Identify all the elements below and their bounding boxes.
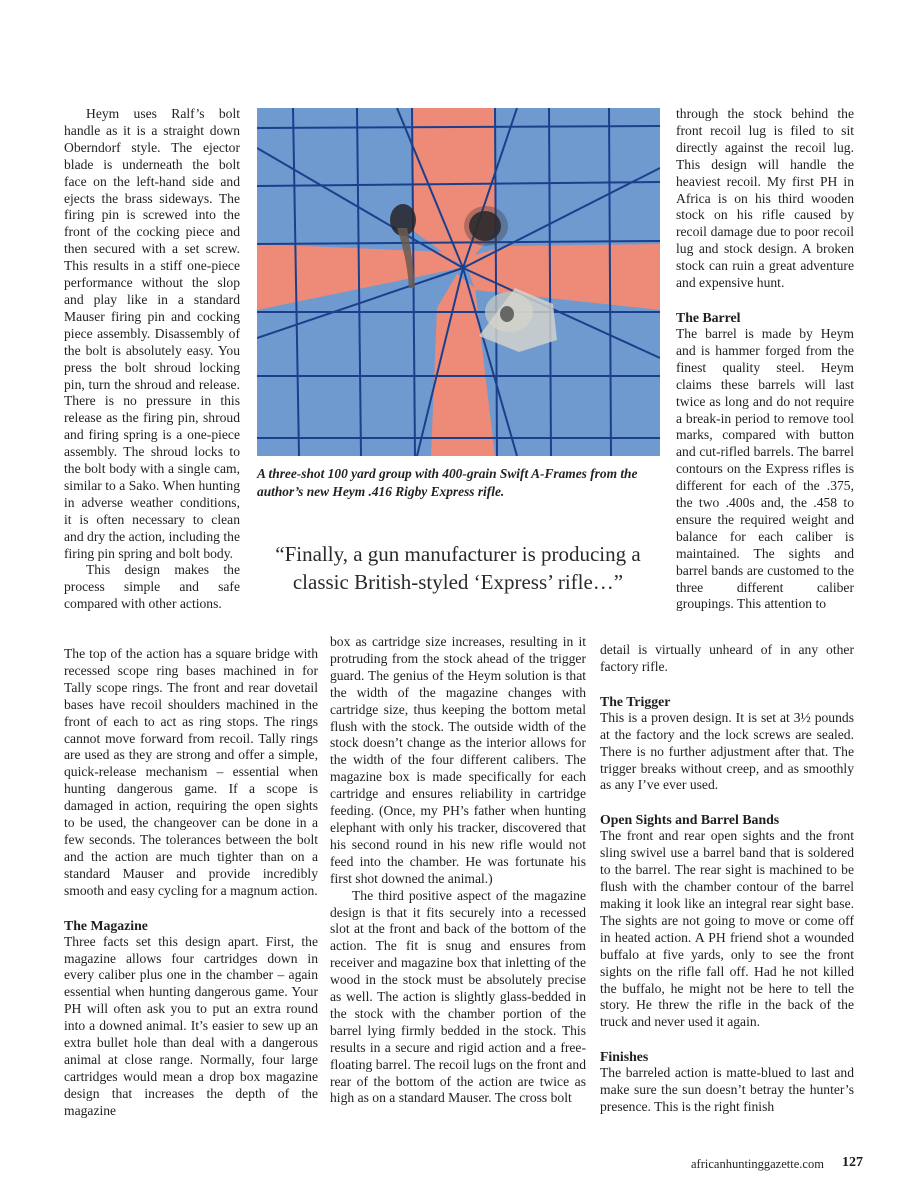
paragraph: through the stock behind the front recoil lug is filed to sit directly against the recoil lug. This design will handle the heaviest recoil. My first PH in Africa is on his third wooden stock on his rifle caused by recoil damage due to poor recoil lug and stock design. A broken stock can ruin a great adventure and expensive hunt. bbox=[676, 106, 854, 291]
paragraph: Three facts set this design apart. First, the magazine allows four cartridges down in every caliber plus one in the chamber – again essential when hunting dangerous game. Your PH will often ask you to put an extra round into a downed animal. It’s easier to sew up an extra bullet hole than deal with a dangerous animal at close range. Normally, four large cartridges would mean a drop box magazine design that increases the depth of the magazine bbox=[64, 933, 318, 1118]
paragraph: Heym uses Ralf’s bolt handle as it is a straight down Oberndorf style. The ejector blade is underneath the bolt face on the left-hand side and ejects the brass sideways. The firing pin is screwed into the front of the cocking piece and then secured with a set screw. This results in a stiff one-piece performance without the slop and play like in a standard Mauser firing pin and cocking piece assembly. Disassembly of the bolt is absolutely easy. You press the bolt shroud locking pin, turn the shroud and release. There is no pressure in this release as the firing pin, shroud and firing spring is a one-piece assembly. The shroud locks to the bolt body with a single cam, similar to a Sako. When hunting in adverse weather conditions, it is often necessary to clean and dry the action, including the firing pin spring and bolt body. bbox=[64, 106, 240, 561]
column-3-bottom bbox=[600, 642, 854, 1116]
column-1-top bbox=[64, 106, 240, 613]
footer-website: africanhuntinggazette.com bbox=[691, 1157, 824, 1171]
paragraph: box as cartridge size increases, resulting in it protruding from the stock ahead of the trigger guard. The genius of the Heym solution is that the width of the magazine changes with cartridge size, thus keeping the bottom metal flush with the stock. The outside width of the stock doesn’t change as the interior allows for the width of the four different calibers. The magazine box is made specifically for each cartridge and ensures reliability in cartridge feeding. (Once, my PH’s father when hunting elephant with only his tracker, discovered that his second round in his new rifle would not feed into the chamber. He was fortunate his first shot downed the animal.) bbox=[330, 634, 586, 886]
section-heading-magazine: The Magazine bbox=[64, 917, 148, 933]
section-heading-finishes: Finishes bbox=[600, 1049, 649, 1065]
paragraph: The third positive aspect of the magazine design is that it fits securely into a recessed slot at the front and back of the bottom of the action. The fit is snug and ensures from receiver and magazine box that inletting of the wood in the stock must be absolutely precise as well. The action is slightly glass-bedded in the stock with the chamber portion of the barrel lying firmly bedded in the stock. This results in a secure and rigid action and a free-floating barrel. The recoil lugs on the front and rear of the bottom of the action are twice as high as on a standard Mauser. The cross bolt bbox=[330, 887, 586, 1106]
page-number: 127 bbox=[842, 1155, 863, 1170]
column-3-top bbox=[676, 106, 854, 613]
section-heading-sights: Open Sights and Barrel Bands bbox=[600, 812, 780, 828]
paragraph: The top of the action has a square bridge with recessed scope ring bases machined in for Tally scope rings. The front and rear dovetail bases have recoil shoulders machined in the front of each to act as ring stops. The rings cannot move forward from recoil. Tally rings are used as they are strong and offer a simple, quick-release mechanism – essential when hunting dangerous game. If a scope is damaged in action, requiring the open sights to be used, the changeover can be done in a few seconds. The tolerances between the bolt and the action are much tighter than on a standard Mauser and provide incredibly smooth and easy cycling for a magnum action. bbox=[64, 646, 318, 898]
paragraph: The barreled action is matte-blued to last and make sure the sun doesn’t betray the hunter’s presence. This is the right finish bbox=[600, 1065, 854, 1115]
photo-caption: A three-shot 100 yard group with 400-grain Swift A-Frames from the author’s new Heym .416 Rigby Express rifle. bbox=[257, 466, 638, 499]
column-1-bottom bbox=[64, 646, 318, 1120]
column-2 bbox=[330, 634, 586, 1107]
paragraph: detail is virtually unheard of in any other factory rifle. bbox=[600, 642, 854, 674]
section-heading-trigger: The Trigger bbox=[600, 693, 671, 709]
paragraph: This design makes the process simple and safe compared with other actions. bbox=[64, 562, 240, 612]
target-photo-icon bbox=[257, 108, 660, 456]
paragraph: The front and rear open sights and the front sling swivel use a barrel band that is soldered to the barrel. The rear sight is machined to be flush with the chamber contour of the barrel making it look like an integral rear sight base. The sights are not going to move or come off in heated action. A PH friend shot a wounded buffalo at five yards, only to see the front sights on the rifle fall off. Had he not killed the buffalo, he might not be here to tell the story. He threw the rifle in the back of the truck and never used it again. bbox=[600, 828, 854, 1030]
paragraph: The barrel is made by Heym and is hammer forged from the finest quality steel. Heym claims these barrels will last twice as long and do not require a break-in period to remove tool marks, compared with button and cut-rifled barrels. The barrel contours on the Express rifles is different for each of the .375, the two .400s and, the .458 to ensure the required weight and balance for each caliber is maintained. The sights and barrel bands are customed to the three different caliber groupings. This attention to bbox=[676, 325, 854, 612]
pull-quote: “Finally, a gun manufacturer is producing a classic British-styled ‘Express’ rifle…” bbox=[275, 542, 641, 594]
paragraph: This is a proven design. It is set at 3½ pounds at the factory and the lock screws are sealed. There is no further adjustment after that. The trigger breaks without creep, and as smoothly as any I’ve ever used. bbox=[600, 709, 854, 793]
section-heading-barrel: The Barrel bbox=[676, 309, 741, 325]
target-photo bbox=[257, 108, 660, 456]
